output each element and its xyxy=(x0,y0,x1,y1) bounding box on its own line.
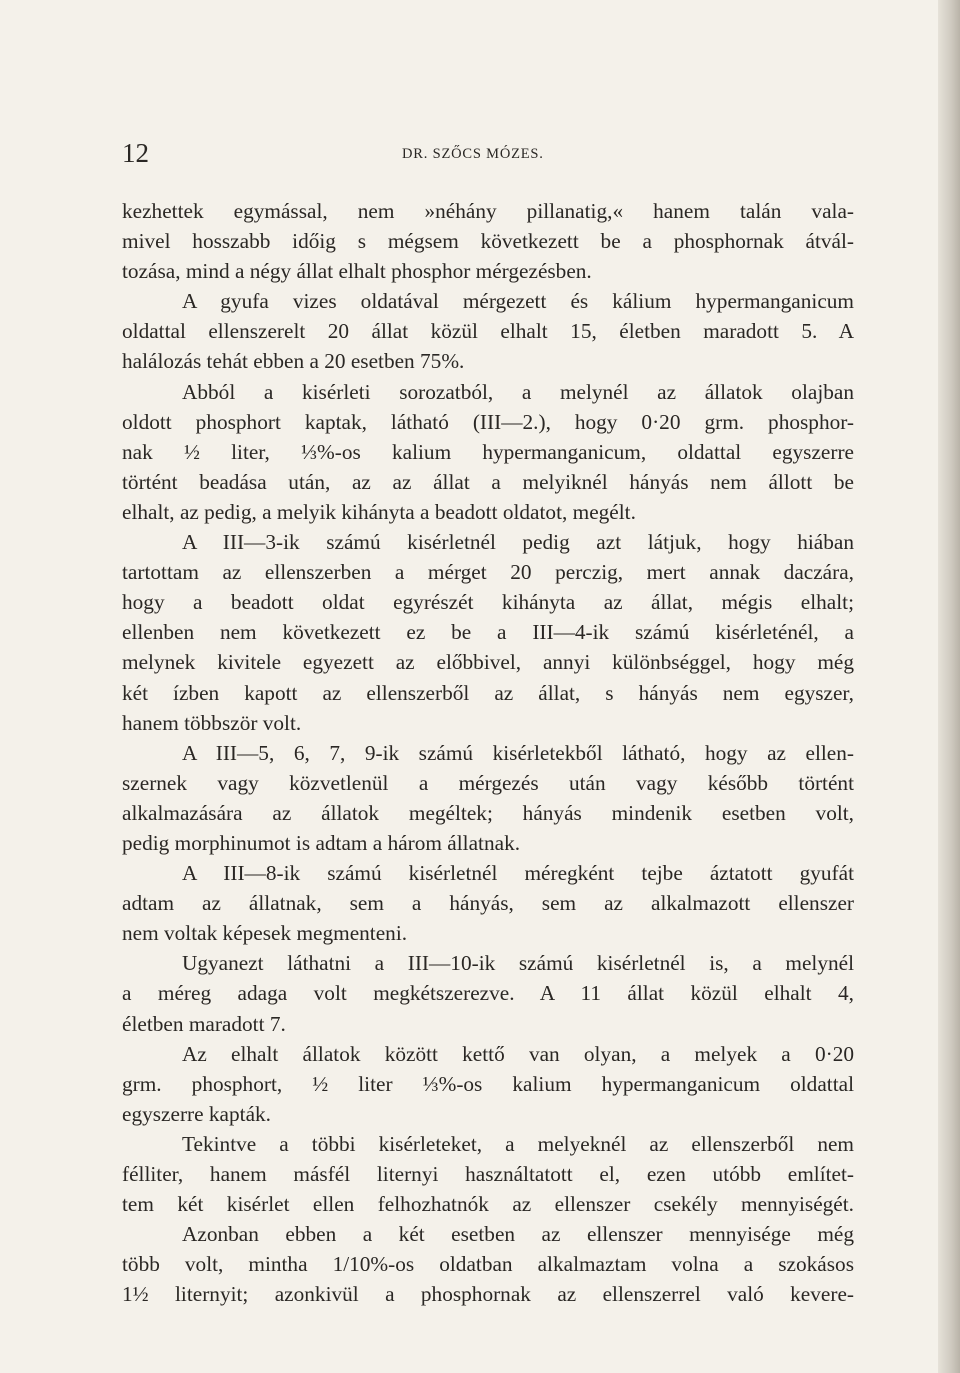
text-line: halálozás tehát ebben a 20 esetben 75%. xyxy=(122,349,465,374)
text-line: történt beadása után, az az állat a melyiknél hányás nem állott be xyxy=(122,469,854,494)
text-line: Az elhalt állatok között kettő van olyan, a melyek a 0·20 xyxy=(182,1041,854,1066)
text-line: alkalmazására az állatok megéltek; hányás mindenik esetben volt, xyxy=(122,800,854,825)
text-line: melynek kivitele egyezett az előbbivel, annyi különbséggel, hogy még xyxy=(122,650,854,675)
text-line: több volt, mintha 1/10%-os oldatban alkalmaztam volna a szokásos xyxy=(122,1252,854,1277)
page-edge-shadow xyxy=(938,0,960,1373)
text-line: A gyufa vizes oldatával mérgezett és kálium hypermanganicum xyxy=(182,289,854,314)
text-line: két ízben kapott az ellenszerből az állat, s hányás nem egyszer, xyxy=(122,680,854,705)
text-line: pedig morphinumot is adtam a három állatnak. xyxy=(122,830,521,855)
text-line: grm. phosphort, ½ liter ⅓%-os kalium hypermanganicum oldattal xyxy=(122,1071,854,1096)
page-header xyxy=(122,138,862,172)
text-line: szernek vagy közvetlenül a mérgezés után vagy később történt xyxy=(122,770,854,795)
text-line: adtam az állatnak, sem a hányás, sem az alkalmazott ellenszer xyxy=(122,891,854,916)
text-line: A III—8-ik számú kisérletnél méregként tejbe áztatott gyufát xyxy=(182,861,854,886)
text-line: nem voltak képesek megmenteni. xyxy=(122,921,408,946)
text-line: félliter, hanem másfél liternyi használtatott el, ezen utóbb említet- xyxy=(122,1162,854,1186)
text-line: A III—3-ik számú kisérletnél pedig azt látjuk, hogy hiában xyxy=(182,530,854,555)
text-line: tem két kisérlet ellen felhozhatnók az ellenszer csekély mennyiségét. xyxy=(122,1192,854,1217)
text-line: a méreg adaga volt megkétszerezve. A 11 állat közül elhalt 4, xyxy=(122,981,854,1006)
text-line: A III—5, 6, 7, 9-ik számú kisérletekből látható, hogy az ellen- xyxy=(182,740,854,765)
text-line: elhalt, az pedig, a melyik kihányta a beadott oldatot, megélt. xyxy=(122,499,636,524)
text-line: Abból a kisérleti sorozatból, a melynél az állatok olajban xyxy=(182,379,854,404)
text-line: mivel hosszabb időig s mégsem következett be a phosphornak átvál- xyxy=(122,229,854,254)
text-line: életben maradott 7. xyxy=(122,1011,286,1036)
text-line: Tekintve a többi kisérleteket, a melyeknél az ellenszerből nem xyxy=(182,1131,854,1156)
text-line: nak ½ liter, ⅓%-os kalium hypermanganicum, oldattal egyszerre xyxy=(122,439,854,464)
text-line: Azonban ebben a két esetben az ellenszer mennyisége még xyxy=(182,1222,854,1247)
running-head: DR. SZŐCS MÓZES. xyxy=(402,146,544,162)
body-text xyxy=(122,196,854,1309)
text-line: hanem többször volt. xyxy=(122,710,302,735)
page-number: 12 xyxy=(122,138,149,168)
text-line: egyszerre kapták. xyxy=(122,1101,271,1126)
text-line: Ugyanezt láthatni a III—10-ik számú kisérletnél is, a melynél xyxy=(182,951,854,976)
text-line: 1½ liternyit; azonkivül a phosphornak az ellenszerrel való kevere- xyxy=(122,1282,854,1307)
text-line: oldattal ellenszerelt 20 állat közül elhalt 15, életben maradott 5. A xyxy=(122,319,854,344)
text-line: tozása, mind a négy állat elhalt phosphor mérgezésben. xyxy=(122,259,592,284)
text-line: tartottam az ellenszerben a mérget 20 perczig, mert annak daczára, xyxy=(122,560,854,585)
text-line: ellenben nem következett ez be a III—4-ik számú kisérleténél, a xyxy=(122,620,854,645)
text-line: oldott phosphort kaptak, látható (III—2.), hogy 0·20 grm. phosphor- xyxy=(122,409,854,434)
text-line: hogy a beadott oldat egyrészét kihányta az állat, mégis elhalt; xyxy=(122,590,854,615)
text-line: kezhettek egymással, nem »néhány pillanatig,« hanem talán vala- xyxy=(122,199,854,223)
